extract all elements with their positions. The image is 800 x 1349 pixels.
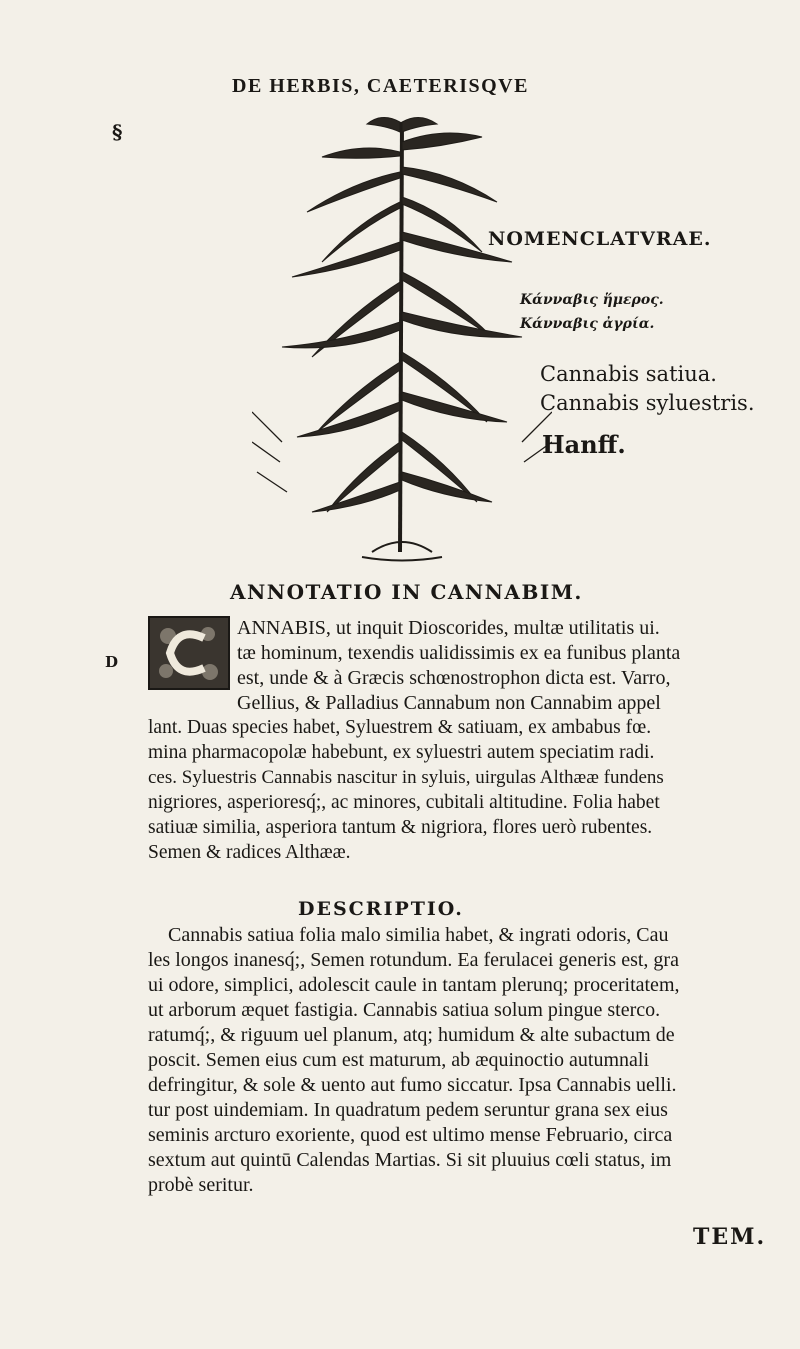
annotatio-line: lant. Duas species habet, Syluestrem & satiuam, ex ambabus fœ.: [148, 717, 652, 738]
annotatio-heading: ANNOTATIO IN CANNABIM.: [230, 580, 583, 604]
descriptio-line: defringitur, & sole & uento aut fumo siccatur. Ipsa Cannabis uelli.: [148, 1074, 677, 1096]
annotatio-line: ANNABIS, ut inquit Dioscorides, multæ utilitatis ui.: [237, 617, 660, 639]
descriptio-heading: DESCRIPTIO.: [298, 898, 464, 920]
annotatio-line: ces. Syluestris Cannabis nascitur in syluis, uirgulas Althææ fundens: [148, 767, 664, 788]
annotatio-line: satiuæ similia, asperiora tantum & nigriora, flores uerò rubentes.: [148, 817, 653, 838]
descriptio-line: les longos inanesq́;, Semen rotundum. Ea ferulacei generis est, gra: [148, 949, 679, 971]
annotatio-line: est, unde & à Græcis schœnostrophon dicta est. Varro,: [237, 667, 671, 689]
annotatio-line: Semen & radices Althææ.: [148, 842, 351, 863]
margin-mark-top: §: [112, 120, 123, 144]
descriptio-line: ut arborum æquet fastigia. Cannabis satiua solum pingue sterco.: [148, 999, 661, 1021]
greek-name-2: Κάνναβις ἀγρία.: [520, 316, 655, 332]
annotatio-line: mina pharmacopolæ habebunt, ex syluestri autem speciatim radi.: [148, 742, 655, 763]
descriptio-line: sextum aut quintū Calendas Martias. Si sit pluuius cœli status, im: [148, 1149, 672, 1171]
ornamental-initial-c-icon: [148, 616, 230, 690]
descriptio-line: probè seritur.: [148, 1174, 254, 1196]
descriptio-line: ratumq́;, & riguum uel planum, atq; humidum & alte subactum de: [148, 1024, 675, 1046]
german-name: Hanff.: [542, 430, 626, 459]
running-head: DE HERBIS, CAETERISQVE: [232, 75, 529, 97]
catchword: TEM.: [693, 1224, 767, 1250]
descriptio-line: Cannabis satiua folia malo similia habet, & ingrati odoris, Cau: [168, 924, 669, 946]
latin-name-1: Cannabis satiua.: [540, 362, 717, 386]
nomenclature-heading: NOMENCLATVRAE.: [488, 228, 712, 250]
descriptio-line: tur post uindemiam. In quadratum pedem seruntur grana sex eius: [148, 1099, 668, 1121]
annotatio-line: nigriores, asperioresq́;, ac minores, cubitali altitudine. Folia habet: [148, 792, 660, 813]
margin-mark-d: D: [105, 653, 119, 671]
latin-name-2: Cannabis syluestris.: [540, 391, 755, 415]
cannabis-plant-woodcut-icon: [252, 112, 552, 572]
descriptio-line: poscit. Semen eius cum est maturum, ab æquinoctio autumnali: [148, 1049, 650, 1071]
descriptio-line: seminis arcturo exoriente, quod est ultimo mense Februario, circa: [148, 1124, 673, 1146]
descriptio-line: ui odore, simplici, adolescit caule in tantam plerunq; proceritatem,: [148, 974, 680, 996]
greek-name-1: Κάνναβις ἥμερος.: [520, 292, 664, 308]
annotatio-line: Gellius, & Palladius Cannabum non Cannabim appel: [237, 692, 661, 714]
annotatio-line: tæ hominum, texendis ualidissimis ex ea funibus planta: [237, 642, 681, 664]
